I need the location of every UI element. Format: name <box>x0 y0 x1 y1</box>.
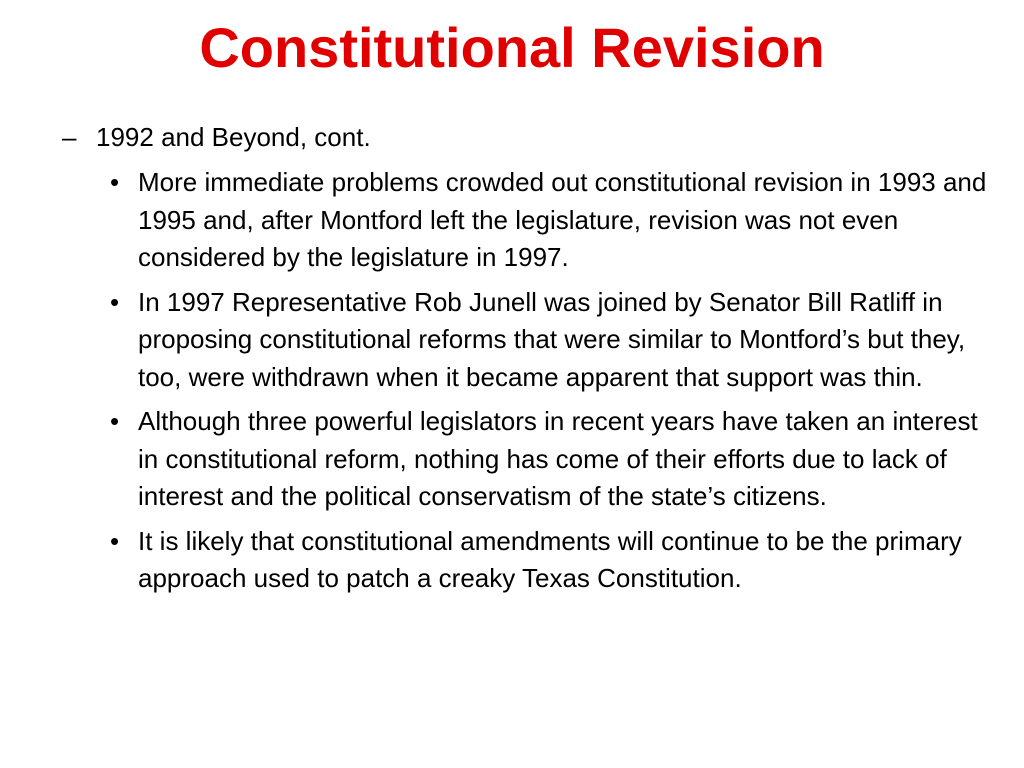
bullet-item <box>110 403 1000 516</box>
bullet-item <box>110 284 1000 397</box>
bullet-item <box>110 164 1000 277</box>
subheading-text: 1992 and Beyond, cont. <box>96 122 371 152</box>
bullet-item <box>110 523 1000 598</box>
bullet-dot: • <box>110 406 120 436</box>
bullet-text: In 1997 Representative Rob Junell was joined by Senator Bill Ratliff in proposing constitutional reforms that were similar to Montford’s but they, too, were withdrawn when it became apparent that support was thin. <box>138 286 966 392</box>
bullet-dot: • <box>110 525 120 556</box>
bullet-dot: • <box>110 286 120 317</box>
slide-title: Constitutional Revision <box>199 16 825 79</box>
subheading <box>62 118 982 156</box>
bullet-list <box>110 164 1000 605</box>
dash-marker: – <box>62 122 77 152</box>
bullet-dot: • <box>110 167 120 197</box>
bullet-text: It is likely that constitutional amendments will continue to be the primary approach used to patch a creaky Texas Constitution. <box>138 525 962 593</box>
bullet-text: More immediate problems crowded out constitutional revision in 1993 and 1995 and, after Montford left the legislature, revision was not even considered by the legislature in 1997. <box>138 167 987 272</box>
bullet-text: Although three powerful legislators in recent years have taken an interest in constitutional reform, nothing has come of their efforts due to lack of interest and the political conservatism of the state’s citizens. <box>138 406 978 511</box>
